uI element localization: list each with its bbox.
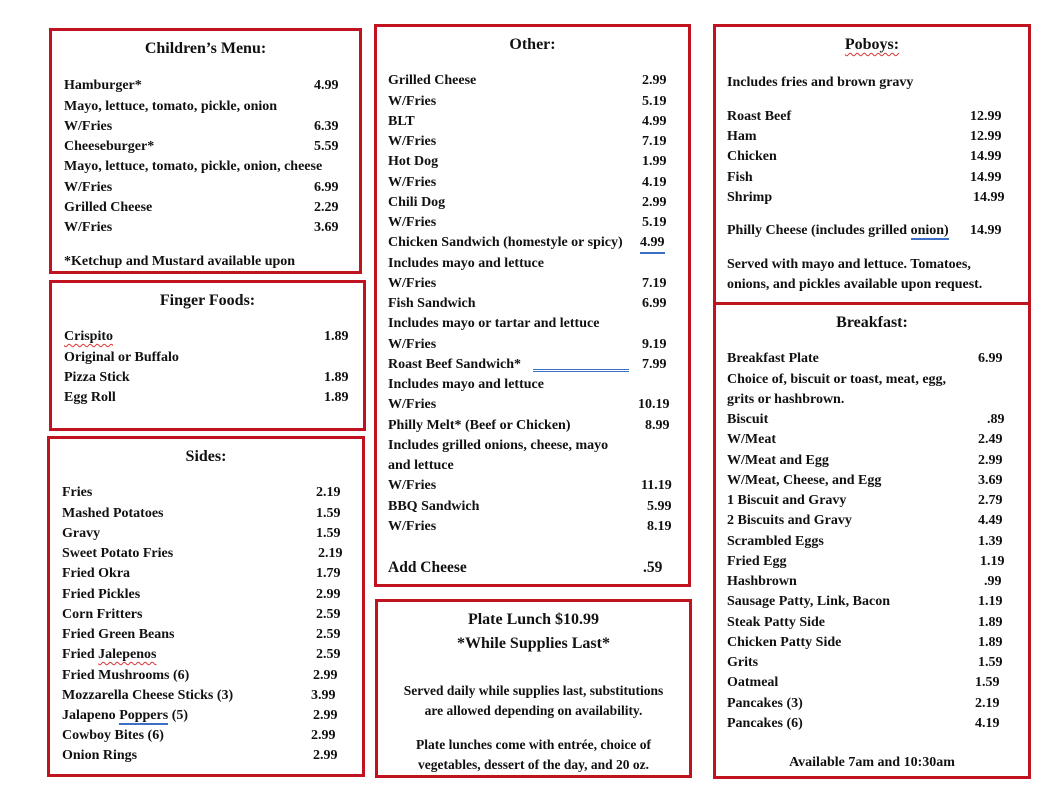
menu-item-price: 10.19 — [638, 397, 670, 412]
grammar-flag: onion) — [910, 223, 949, 238]
menu-item-name: W/Fries — [388, 397, 437, 412]
finger-foods-section — [49, 280, 366, 431]
section-title: Children’s Menu: — [144, 40, 267, 57]
plate-lunch-text: are allowed depending on availability. — [424, 703, 643, 718]
menu-item-name: Grits — [727, 655, 759, 670]
menu-item-price: 12.99 — [970, 109, 1002, 124]
menu-item-price: 2.29 — [314, 200, 339, 215]
menu-item-name: Chicken — [727, 149, 777, 164]
menu-item-name: Pancakes (3) — [727, 696, 803, 711]
menu-item-price: 2.59 — [316, 607, 341, 622]
menu-item-price: 14.99 — [970, 170, 1002, 185]
menu-item-desc: and lettuce — [388, 458, 454, 473]
plate-lunch-text: vegetables, dessert of the day, and 20 oz. — [418, 757, 649, 772]
menu-item-price: 1.89 — [978, 615, 1003, 630]
menu-item-name: Mashed Potatoes — [62, 506, 164, 521]
menu-item-name: Breakfast Plate — [727, 351, 819, 366]
menu-item-price: 2.99 — [313, 708, 338, 723]
menu-item-price: 5.99 — [647, 499, 672, 514]
menu-item-price: 2.99 — [316, 587, 341, 602]
menu-item-name: W/Fries — [64, 180, 113, 195]
menu-item-price: 1.99 — [642, 154, 667, 169]
menu-item-name: Gravy — [62, 526, 101, 541]
menu-item-name: W/Meat — [727, 432, 776, 447]
menu-item-price: 2.19 — [975, 696, 1000, 711]
menu-item-price: 2.59 — [316, 647, 341, 662]
menu-item-price: 4.19 — [642, 175, 667, 190]
menu-item-desc: Choice of, biscuit or toast, meat, egg, — [727, 372, 947, 387]
grammar-flag: Poppers — [119, 708, 169, 723]
menu-item-price: 4.19 — [975, 716, 1000, 731]
menu-item-name: 1 Biscuit and Gravy — [727, 493, 847, 508]
plate-lunch-text: Served daily while supplies last, substitutions — [403, 683, 664, 698]
philly-cheese-price: 14.99 — [970, 223, 1002, 238]
menu-item-name: Philly Melt* (Beef or Chicken) — [388, 418, 571, 433]
menu-item-name: Roast Beef Sandwich* — [388, 357, 522, 372]
menu-item-name: W/Fries — [388, 175, 437, 190]
menu-item-price: 3.69 — [314, 220, 339, 235]
menu-item-price: 9.19 — [642, 337, 667, 352]
menu-item-price: 1.79 — [316, 566, 341, 581]
menu-item-price: 6.99 — [314, 180, 339, 195]
menu-item-name: Scrambled Eggs — [727, 534, 824, 549]
menu-item-price: 2.99 — [313, 748, 338, 763]
menu-item-price: 5.19 — [642, 215, 667, 230]
menu-item-price: 3.99 — [311, 688, 336, 703]
menu-item-name: Grilled Cheese — [388, 73, 477, 88]
menu-item-price: 11.19 — [641, 478, 672, 493]
menu-item-price: 6.99 — [642, 296, 667, 311]
menu-item-name: W/Fries — [64, 220, 113, 235]
menu-item-price: 4.99 — [314, 78, 339, 93]
menu-item-desc: grits or hashbrown. — [727, 392, 845, 407]
menu-item-price: 1.89 — [324, 370, 349, 385]
menu-item-name: Fish — [727, 170, 753, 185]
menu-item-name: Hot Dog — [388, 154, 439, 169]
menu-item-price: 2.99 — [311, 728, 336, 743]
menu-item-desc: Includes mayo and lettuce — [388, 256, 544, 271]
poboys-section — [713, 24, 1031, 305]
menu-item-price: 7.19 — [642, 134, 667, 149]
breakfast-hours: Available 7am and 10:30am — [789, 755, 955, 770]
menu-item-price: 1.19 — [978, 594, 1003, 609]
childrens-menu-section — [49, 28, 362, 274]
menu-item-name: Sweet Potato Fries — [62, 546, 174, 561]
menu-item-price: 1.59 — [975, 675, 1000, 690]
other-section — [374, 24, 691, 587]
menu-item-price: .99 — [984, 574, 1002, 589]
menu-item-desc: Mayo, lettuce, tomato, pickle, onion, cheese — [64, 159, 323, 174]
menu-item-name: Fried Okra — [62, 566, 131, 581]
menu-item-price: 14.99 — [970, 149, 1002, 164]
philly-cheese-name: Philly Cheese (includes grilled — [727, 223, 911, 238]
menu-item-price: 6.39 — [314, 119, 339, 134]
menu-item-name: Shrimp — [727, 190, 773, 205]
menu-item-name: W/Fries — [388, 94, 437, 109]
menu-item-price: 3.69 — [978, 473, 1003, 488]
menu-item-name: Grilled Cheese — [64, 200, 153, 215]
menu-item-name: W/Fries — [388, 337, 437, 352]
menu-item-desc: Mayo, lettuce, tomato, pickle, onion — [64, 99, 278, 114]
menu-item-price: 2.19 — [316, 485, 341, 500]
menu-item-price: 4.99 — [642, 114, 667, 129]
menu-item-name: Steak Patty Side — [727, 615, 825, 630]
menu-item-price: 4.49 — [978, 513, 1003, 528]
menu-item-price: 8.99 — [645, 418, 670, 433]
menu-item-price: 5.59 — [314, 139, 339, 154]
menu-item-name: Fried Green Beans — [62, 627, 175, 642]
menu-item-name: W/Fries — [388, 519, 437, 534]
menu-item-name: Hashbrown — [727, 574, 797, 589]
menu-item-name: 2 Biscuits and Gravy — [727, 513, 852, 528]
menu-item-name: BBQ Sandwich — [388, 499, 480, 514]
section-title: Sides: — [185, 448, 227, 465]
menu-item-price: 2.79 — [978, 493, 1003, 508]
misspelled-word: Jalepenos — [98, 647, 157, 662]
menu-item-name: Biscuit — [727, 412, 769, 427]
menu-item-name: Ham — [727, 129, 757, 144]
plate-lunch-subtitle: *While Supplies Last* — [457, 635, 610, 652]
menu-item-name: Corn Fritters — [62, 607, 143, 622]
menu-item-price: 5.19 — [642, 94, 667, 109]
poboys-note: onions, and pickles available upon request. — [727, 277, 983, 292]
plate-lunch-text: Plate lunches come with entrée, choice of — [415, 737, 652, 752]
section-title: Breakfast: — [836, 314, 908, 331]
menu-item-price: 8.19 — [647, 519, 672, 534]
section-title: Finger Foods: — [159, 292, 256, 309]
menu-item-name: Crispito — [64, 329, 113, 344]
menu-item-price: 1.89 — [324, 329, 349, 344]
menu-item-price: 1.59 — [316, 506, 341, 521]
menu-item-price: 1.59 — [316, 526, 341, 541]
menu-item-name: W/Fries — [388, 134, 437, 149]
condiments-note: *Ketchup and Mustard available upon — [64, 254, 296, 269]
menu-item-desc: Includes mayo and lettuce — [388, 377, 544, 392]
add-cheese-label: Add Cheese — [388, 559, 467, 576]
menu-item-price: 14.99 — [973, 190, 1005, 205]
menu-item-price: 2.59 — [316, 627, 341, 642]
menu-item-name: Oatmeal — [727, 675, 779, 690]
breakfast-section — [713, 302, 1031, 779]
menu-item-price: 1.19 — [980, 554, 1005, 569]
menu-item-name: Chicken Patty Side — [727, 635, 842, 650]
menu-item-price: .89 — [987, 412, 1005, 427]
menu-item-price: 2.49 — [978, 432, 1003, 447]
menu-item-name: Chicken Sandwich (homestyle or spicy) — [388, 235, 623, 250]
menu-item-price: 2.99 — [313, 668, 338, 683]
menu-item-name: Fried Mushrooms (6) — [62, 668, 190, 683]
menu-item-name: Mozzarella Cheese Sticks (3) — [62, 688, 234, 703]
menu-item-name: Fries — [62, 485, 93, 500]
menu-item-name: W/Meat and Egg — [727, 453, 829, 468]
grammar-flag — [533, 369, 629, 372]
menu-item-name: Fish Sandwich — [388, 296, 476, 311]
section-title: Poboys: — [844, 36, 900, 53]
menu-item-price: 2.19 — [318, 546, 343, 561]
menu-item-price: 1.89 — [978, 635, 1003, 650]
philly-cheese-item — [727, 222, 949, 240]
menu-item-name: Fried Egg — [727, 554, 787, 569]
poboys-subtitle: Includes fries and brown gravy — [727, 75, 914, 90]
menu-item-name: Egg Roll — [64, 390, 116, 405]
menu-item-name: Pizza Stick — [64, 370, 130, 385]
menu-item-price: 7.19 — [642, 276, 667, 291]
plate-lunch-title: Plate Lunch $10.99 — [467, 611, 600, 628]
menu-item-name: Cheeseburger* — [64, 139, 155, 154]
menu-item-price: 2.99 — [642, 195, 667, 210]
sides-section — [47, 436, 365, 777]
menu-item-name: Chili Dog — [388, 195, 446, 210]
menu-item-name: Cowboy Bites (6) — [62, 728, 164, 743]
menu-item-name: Roast Beef — [727, 109, 792, 124]
menu-item-name: W/Meat, Cheese, and Egg — [727, 473, 882, 488]
menu-item-name: Onion Rings — [62, 748, 138, 763]
menu-item-name: Hamburger* — [64, 78, 142, 93]
menu-item-name: Fried Jalepenos — [62, 647, 157, 662]
menu-item-name: Fried Pickles — [62, 587, 141, 602]
menu-item-price: 1.89 — [324, 390, 349, 405]
menu-item-price: 1.59 — [978, 655, 1003, 670]
menu-item-desc: Includes mayo or tartar and lettuce — [388, 316, 600, 331]
menu-item-name: W/Fries — [388, 478, 437, 493]
menu-item-price: 7.99 — [642, 357, 667, 372]
menu-item-name: W/Fries — [388, 215, 437, 230]
poboys-note: Served with mayo and lettuce. Tomatoes, — [727, 257, 971, 272]
menu-item-name: W/Fries — [64, 119, 113, 134]
plate-lunch-section — [375, 599, 692, 778]
menu-item-price: 1.39 — [978, 534, 1003, 549]
add-cheese-price: .59 — [643, 559, 663, 576]
menu-item-name: Jalapeno Poppers (5) — [62, 708, 189, 723]
menu-item-desc: Includes grilled onions, cheese, mayo — [388, 438, 609, 453]
menu-item-price: 2.99 — [642, 73, 667, 88]
menu-item-name: Sausage Patty, Link, Bacon — [727, 594, 890, 609]
menu-item-price: 2.99 — [978, 453, 1003, 468]
menu-item-name: W/Fries — [388, 276, 437, 291]
menu-item-desc: Original or Buffalo — [64, 350, 179, 365]
menu-item-price: 6.99 — [978, 351, 1003, 366]
menu-item-price: 4.99 — [640, 234, 665, 254]
section-title: Other: — [509, 36, 556, 53]
menu-item-name: Pancakes (6) — [727, 716, 803, 731]
menu-item-name: BLT — [388, 114, 415, 129]
menu-item-price: 12.99 — [970, 129, 1002, 144]
